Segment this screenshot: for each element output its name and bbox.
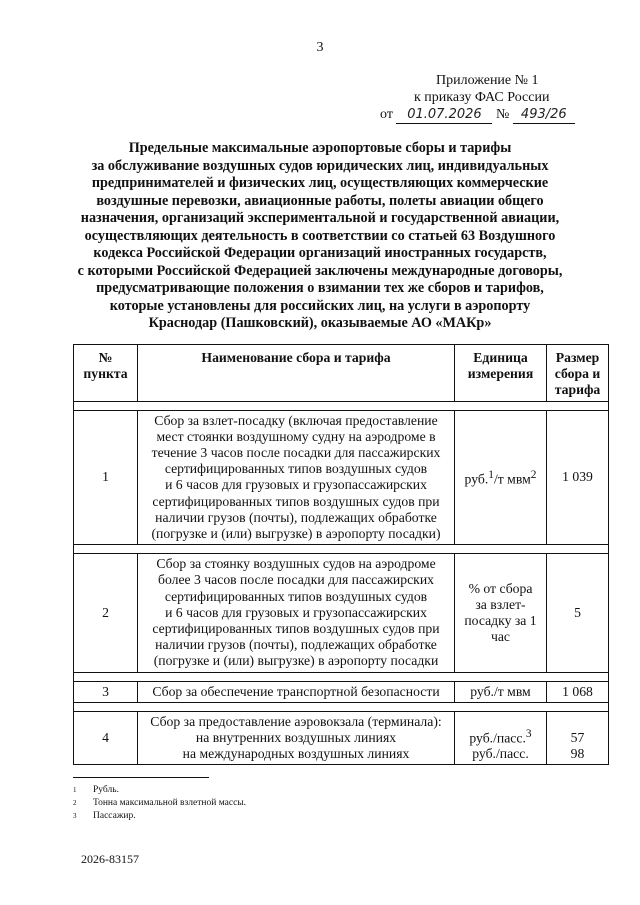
title-line: осуществляющих деятельность в соответствии со статьей 63 Воздушного (84, 227, 556, 244)
row-value: 1 068 (547, 681, 609, 702)
row-number: 1 (74, 410, 138, 545)
table-row (74, 410, 609, 545)
row-name: Сбор за взлет-посадку (включая предоставление мест стоянки воздушному судну на аэродроме в течение 3 часов после посадки для пассажирских сертифицированных типов воздушных судов и 6 часов для грузовых и грузопассажирских сертифицированных типов воздушных судов при наличии грузов (почты), подлежащих обработке (погрузке и (или) выгрузке) в аэропорту посадки) (138, 410, 455, 545)
title-line: с которыми Российской Федерацией заключены международные договоры, (77, 262, 563, 279)
footnote: 3 Пассажир. (73, 811, 136, 821)
header-size: Размер сбора и тарифа (547, 345, 609, 402)
row-unit: руб.$^1$/т мвм$^2$ (455, 410, 547, 545)
footnote-divider (73, 777, 209, 778)
title-line: предусматривающие положения о взимании тех же сборов и тарифов, (96, 280, 544, 296)
tariff-table (73, 344, 609, 765)
sub-item-label: на международных воздушных линиях (182, 746, 410, 762)
row-spacer (74, 672, 609, 681)
handwritten-date: 01.07.2026 (396, 106, 492, 124)
title-line: за обслуживание воздушных судов юридических лиц, индивидуальных (91, 157, 549, 174)
row-spacer (74, 401, 609, 410)
document-title (75, 140, 565, 333)
title-line: воздушные перевозки, авиационные работы, полеты авиации общего (96, 192, 544, 209)
title-line: Краснодар (Пашковский), оказываемые АО «МАКр» (148, 315, 492, 331)
row-value: 5 (547, 554, 609, 672)
table-header-row (74, 345, 609, 402)
row-number: 4 (74, 711, 138, 765)
footnote: 1 Рубль. (73, 785, 119, 795)
footnote: 2 Тонна максимальной взлетной массы. (73, 798, 247, 808)
row-name: Сбор за предоставление аэровокзала (терминала): на внутренних воздушных линиях на международных воздушных линиях (138, 711, 455, 765)
title-line: Предельные максимальные аэропортовые сборы и тарифы (128, 140, 512, 156)
row-name: Сбор за стоянку воздушных судов на аэродроме более 3 часов после посадки для пассажирских сертифицированных типов воздушных судов и 6 часов для грузовых и грузопассажирских сертифицированных типов воздушных судов при наличии грузов (почты), подлежащих обработке (погрузке и (или) выгрузке) в аэропорту посадки (138, 554, 455, 672)
header-number: № пункта (74, 345, 138, 402)
title-line: назначения, организаций экспериментальной и государственной авиации, (80, 210, 560, 226)
page-number: 3 (316, 40, 324, 55)
row-spacer (74, 702, 609, 711)
row-value: 57 98 (547, 711, 609, 765)
row-value: 1 039 (547, 410, 609, 545)
appendix-date-number (380, 106, 580, 124)
title-line: предпринимателей и физических лиц, осуществляющих коммерческие (91, 175, 549, 191)
row-unit: % от сбора за взлет- посадку за 1 час (455, 554, 547, 672)
sub-item-label: на внутренних воздушных линиях (195, 730, 397, 746)
handwritten-number: 493/26 (513, 106, 575, 124)
title-line: которые установлены для российских лиц, на услуги в аэропорту (109, 297, 531, 314)
row-spacer (74, 545, 609, 554)
document-id: 2026-83157 (81, 852, 139, 866)
table-row (74, 681, 609, 702)
header-name: Наименование сбора и тарифа (138, 345, 455, 402)
row-name: Сбор за обеспечение транспортной безопасности (138, 681, 455, 702)
number-label: № (495, 107, 510, 122)
header-unit: Единица измерения (455, 345, 547, 402)
footnotes (73, 784, 246, 823)
appendix-header (380, 72, 580, 124)
table-row (74, 554, 609, 672)
row-number: 3 (74, 681, 138, 702)
table-row (74, 711, 609, 765)
row-number: 2 (74, 554, 138, 672)
appendix-title: Приложение № 1 (436, 73, 539, 88)
appendix-order-ref: к приказу ФАС России (414, 90, 550, 105)
title-line: кодекса Российской Федерации организаций иностранных государств, (93, 245, 547, 261)
row-unit: руб./пасс.$^3$ руб./пасс. (455, 711, 547, 765)
row-unit: руб./т мвм (455, 681, 547, 702)
from-label: от (380, 107, 393, 122)
